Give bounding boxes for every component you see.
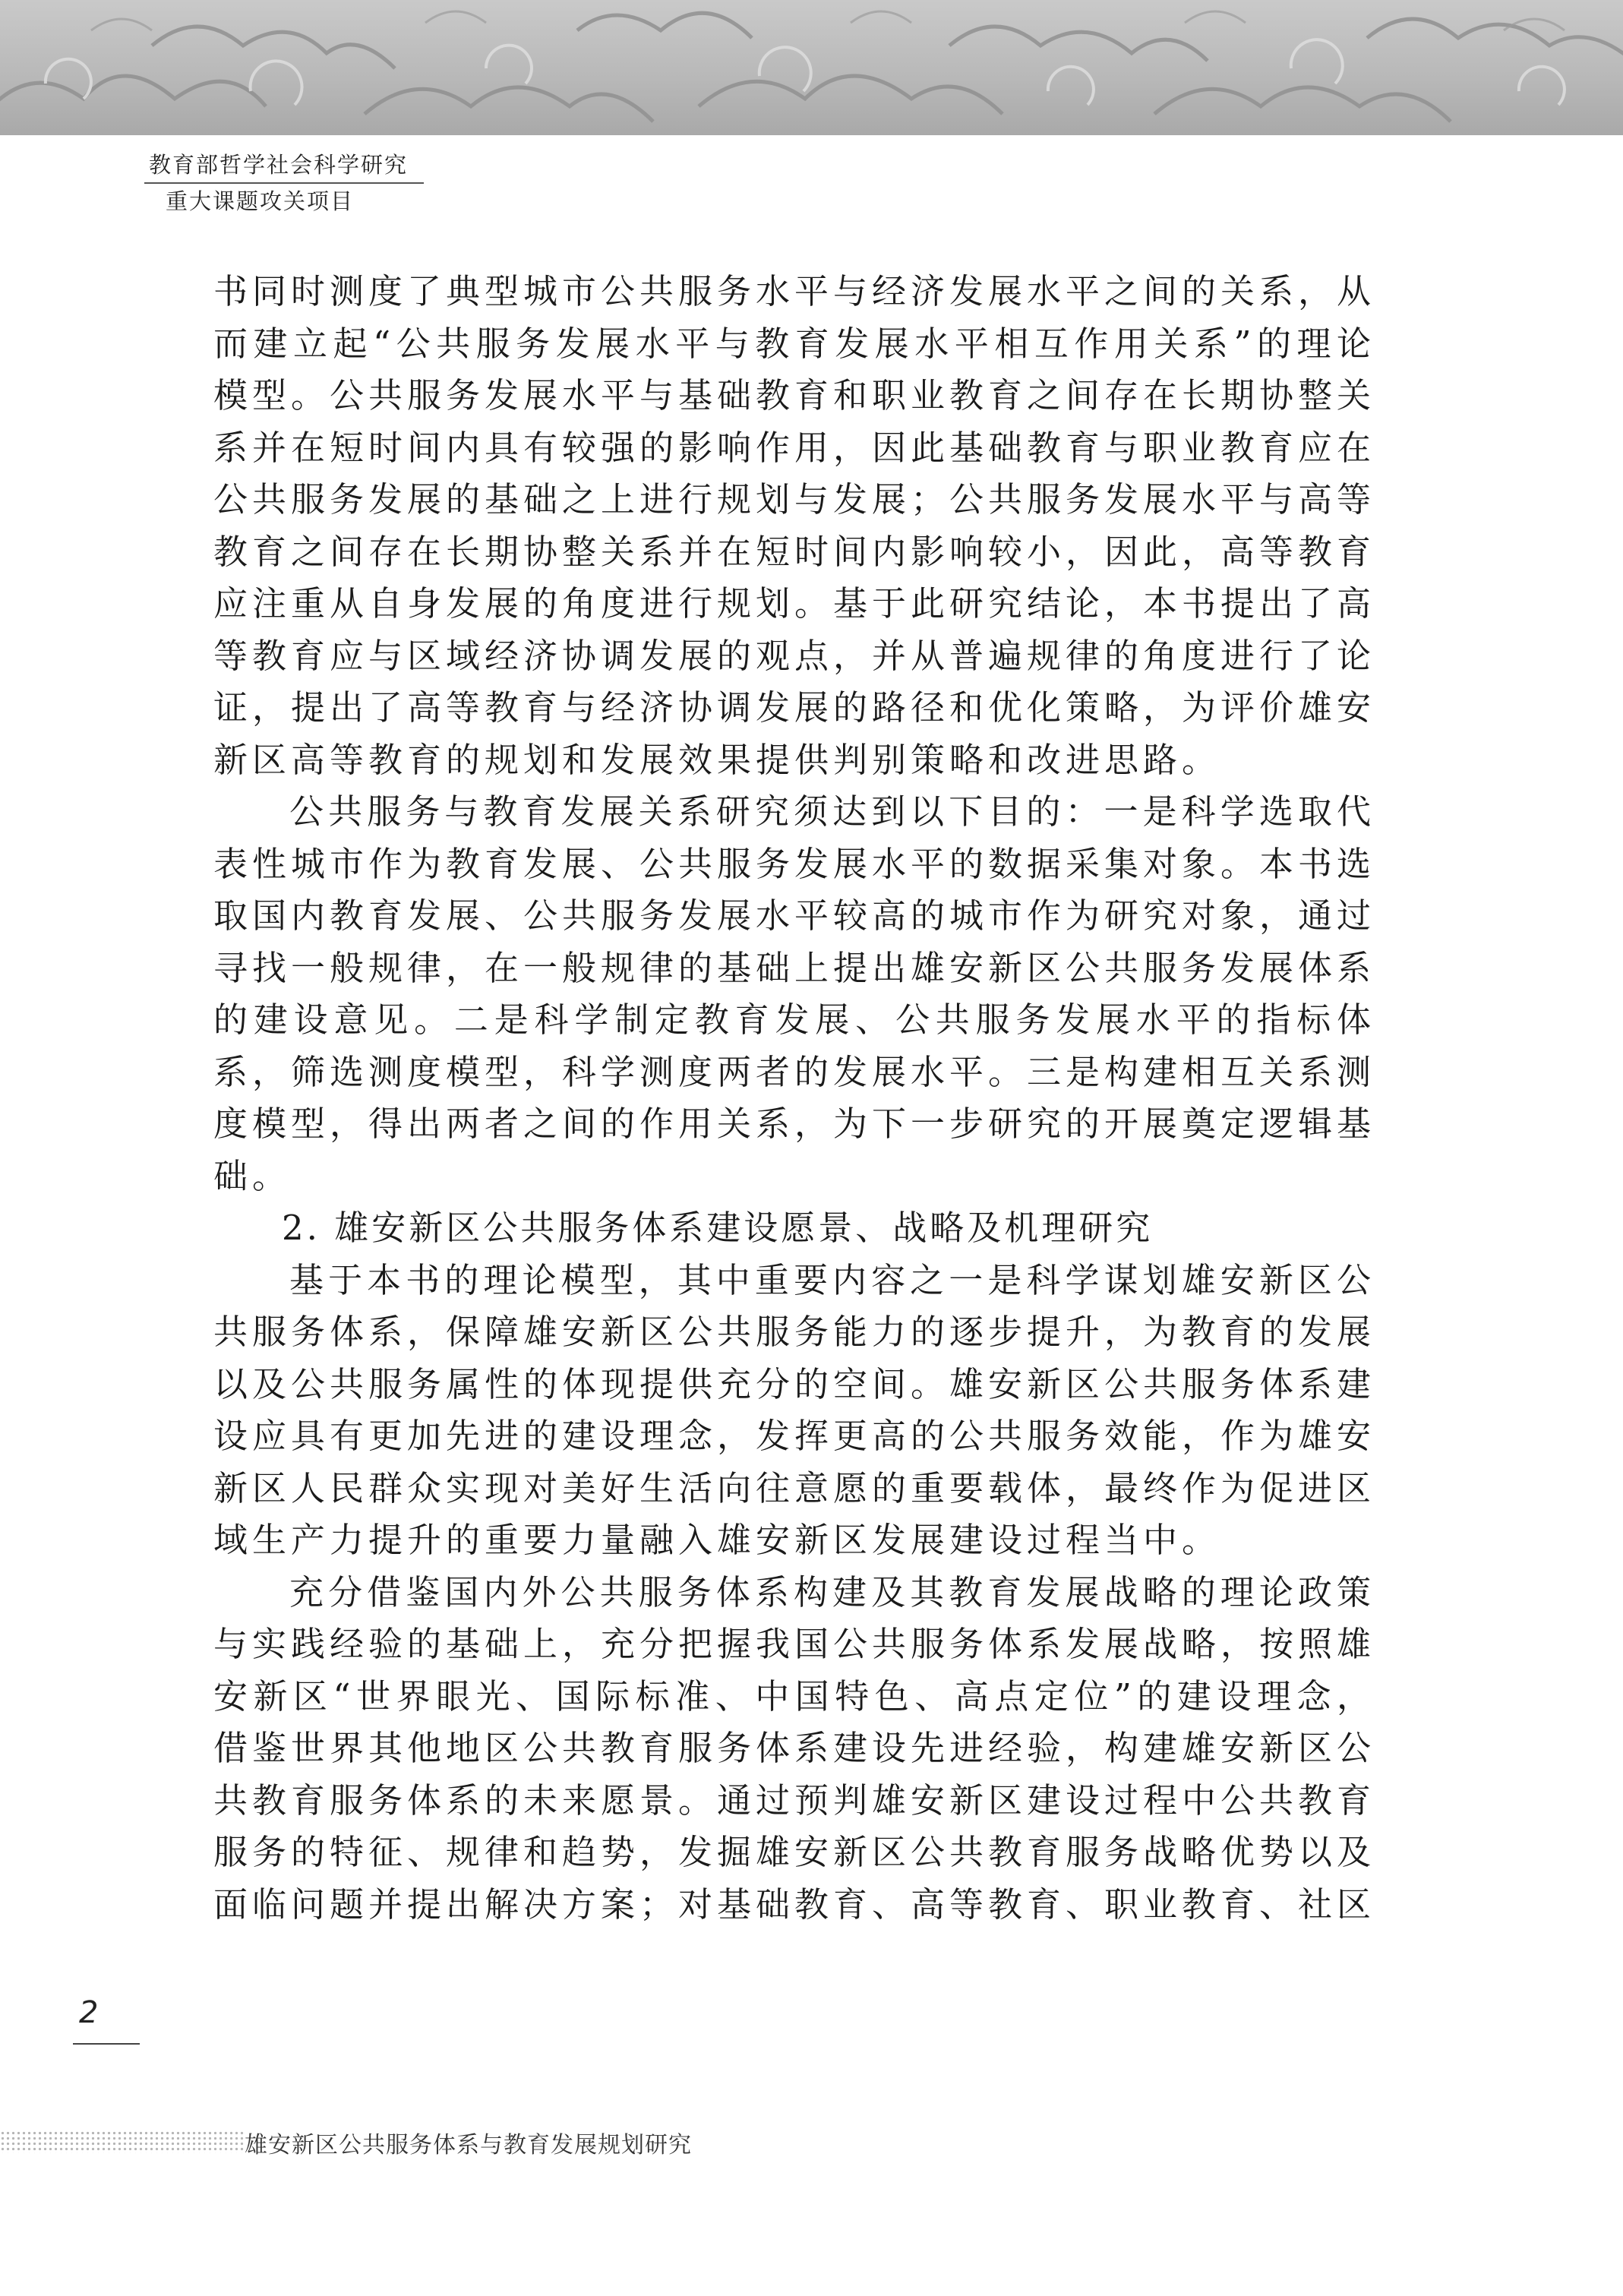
paragraph: 基于本书的理论模型，其中重要内容之一是科学谋划雄安新区公共服务体系，保障雄安新区公共服务能力的逐步提升，为教育的发展以及公共服务属性的体现提供充分的空间。雄安新区公共服务体系建设应具有更加先进的建设理念，发挥更高的公共服务效能，作为雄安新区人民群众实现对美好生活向往意愿的重要载体，最终作为促进区域生产力提升的重要力量融入雄安新区发展建设过程当中。 xyxy=(213,1259,1376,1560)
series-title-line1: 教育部哲学社会科学研究 xyxy=(149,152,409,178)
main-text xyxy=(213,266,1375,1931)
paragraph: 书同时测度了典型城市公共服务水平与经济发展水平之间的关系，从而建立起“公共服务发展水平与教育发展水平相互作用关系”的理论模型。公共服务发展水平与基础教育和职业教育之间存在长期协整关系并在短时间内具有较强的影响作用，因此基础教育与职业教育应在公共服务发展的基础之上进行规划与发展；公共服务发展水平与高等教育之间存在长期协整关系并在短时间内影响较小，因此，高等教育应注重从自身发展的角度进行规划。基于此研究结论，本书提出了高等教育应与区域经济协调发展的观点，并从普遍规律的角度进行了论证，提出了高等教育与经济协调发展的路径和优化策略，为评价雄安新区高等教育的规划和发展效果提供判别策略和改进思路。 xyxy=(213,271,1376,780)
footer-book-title: 雄安新区公共服务体系与教育发展规划研究 xyxy=(245,2132,692,2159)
cloud-pattern-icon xyxy=(0,0,1623,135)
running-header xyxy=(144,150,424,216)
paragraph: 公共服务与教育发展关系研究须达到以下目的：一是科学选取代表性城市作为教育发展、公共服务发展水平的数据采集对象。本书选取国内教育发展、公共服务发展水平较高的城市作为研究对象，通过寻找一般规律，在一般规律的基础上提出雄安新区公共服务发展体系的建设意见。二是科学制定教育发展、公共服务发展水平的指标体系，筛选测度模型，科学测度两者的发展水平。三是构建相互关系测度模型，得出两者之间的作用关系，为下一步研究的开展奠定逻辑基础。 xyxy=(213,791,1376,1196)
page-number-rule xyxy=(73,2043,140,2045)
series-title-line2: 重大课题攻关项目 xyxy=(166,188,355,214)
page-number: 2 xyxy=(79,1995,99,2030)
section-heading: 2. 雄安新区公共服务体系建设愿景、战略及机理研究 xyxy=(282,1208,1154,1248)
paragraph: 充分借鉴国内外公共服务体系构建及其教育发展战略的理论政策与实践经验的基础上，充分把握我国公共服务体系发展战略，按照雄安新区“世界眼光、国际标准、中国特色、高点定位”的建设理念，借鉴世界其他地区公共教育服务体系建设先进经验，构建雄安新区公共教育服务体系的未来愿景。通过预判雄安新区建设过程中公共教育服务的特征、规律和趋势，发掘雄安新区公共教育服务战略优势以及面临问题并提出解决方案；对基础教育、高等教育、职业教育、社区 xyxy=(213,1571,1376,1925)
cloud-pattern-banner xyxy=(0,0,1623,135)
header-rule xyxy=(144,182,424,184)
footer-dot-pattern xyxy=(0,2130,245,2153)
